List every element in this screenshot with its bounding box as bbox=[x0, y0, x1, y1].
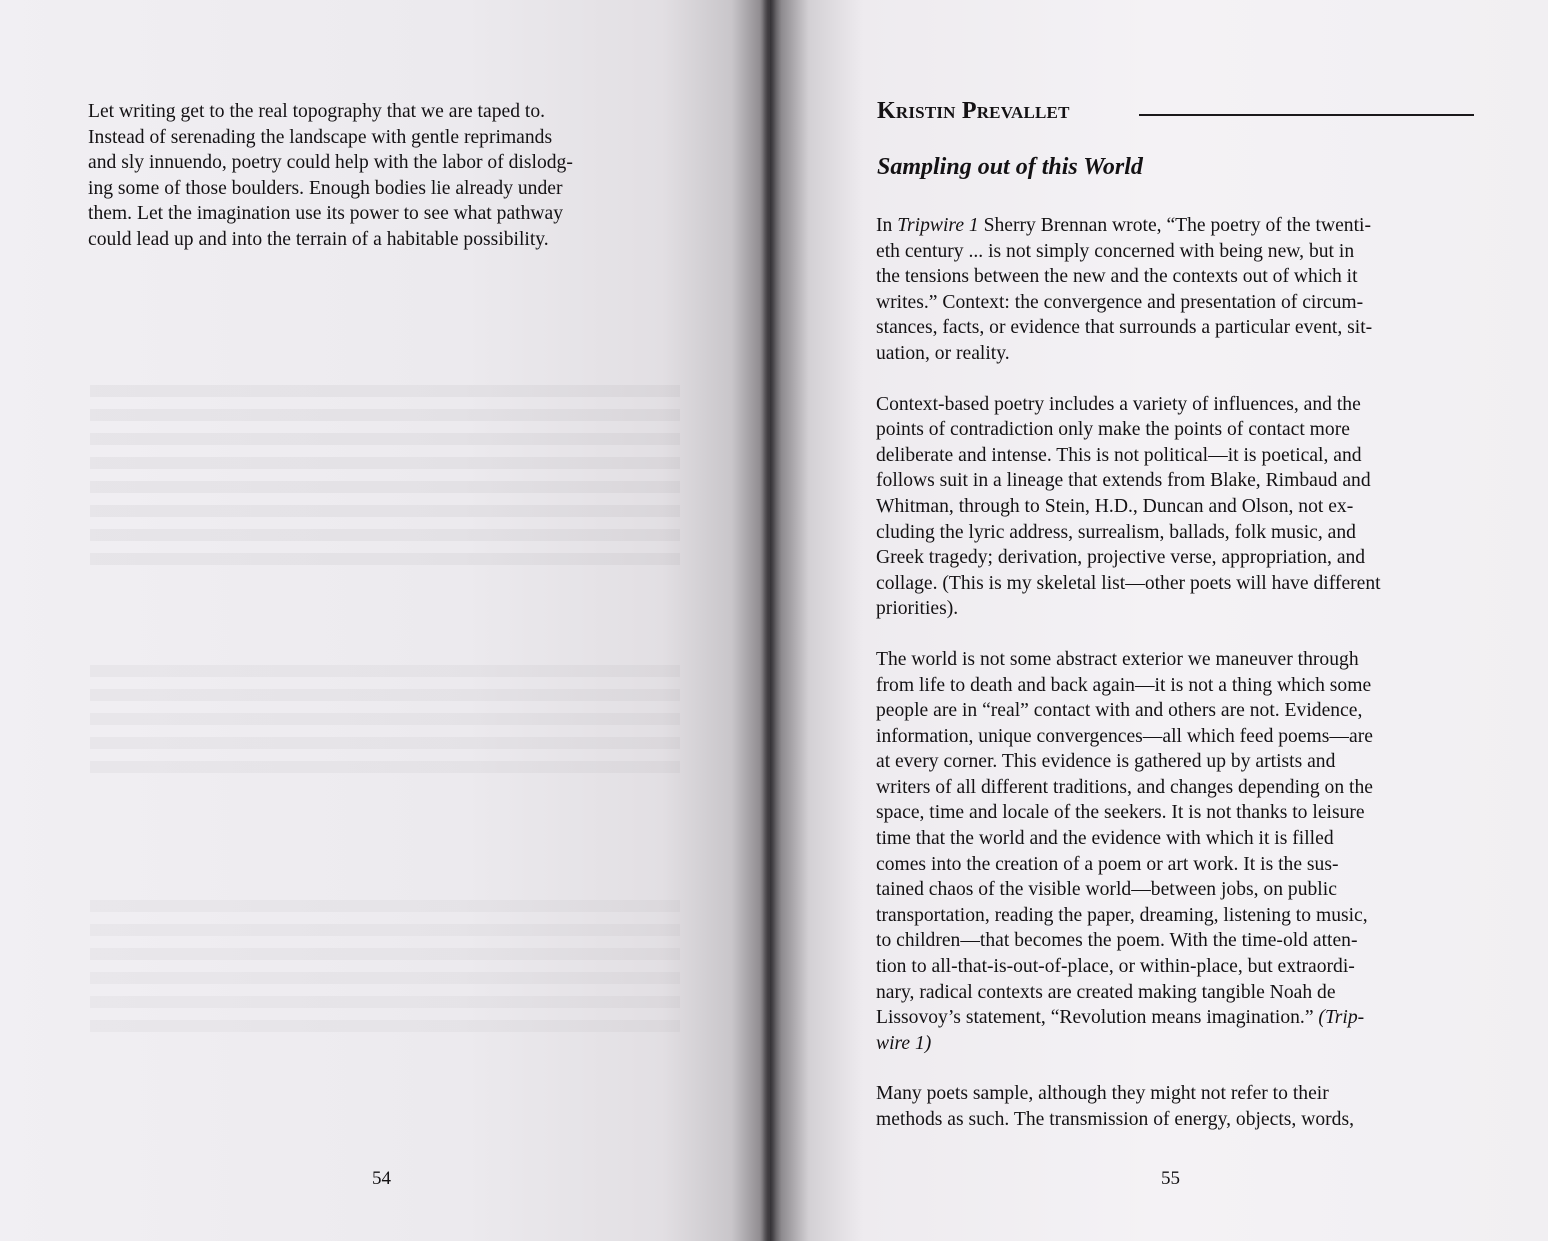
author-header bbox=[877, 98, 1474, 130]
text-line: stances, facts, or evidence that surrounds a particular event, sit- bbox=[876, 317, 1373, 339]
left-page bbox=[0, 0, 770, 1241]
paragraph-1 bbox=[876, 213, 1476, 367]
text-line: priorities). bbox=[876, 598, 959, 620]
text-line: to children—that becomes the poem. With the time-old atten- bbox=[876, 930, 1358, 952]
show-through-shadow bbox=[90, 385, 680, 575]
text-line: at every corner. This evidence is gathered up by artists and bbox=[876, 751, 1336, 773]
text-line: information, unique convergences—all which feed poems—are bbox=[876, 725, 1373, 747]
text-line: follows suit in a lineage that extends from Blake, Rimbaud and bbox=[876, 470, 1371, 492]
text-line: deliberate and intense. This is not political—it is poetical, and bbox=[876, 444, 1362, 466]
citation: (Trip- bbox=[1318, 1007, 1365, 1029]
text-line: Greek tragedy; derivation, projective verse, appropriation, and bbox=[876, 547, 1366, 569]
paragraph-3 bbox=[876, 647, 1476, 1057]
text-line: people are in “real” contact with and others are not. Evidence, bbox=[876, 700, 1363, 722]
text-line: could lead up and into the terrain of a habitable possibility. bbox=[88, 228, 549, 250]
text-line bbox=[876, 1007, 1364, 1028]
text-line: ing some of those boulders. Enough bodies lie already under bbox=[88, 177, 563, 199]
text-line: the tensions between the new and the contexts out of which it bbox=[876, 266, 1358, 288]
text-line: comes into the creation of a poem or art work. It is the sus- bbox=[876, 853, 1339, 875]
citation: wire 1) bbox=[876, 1032, 932, 1054]
text-line: from life to death and back again—it is not a thing which some bbox=[876, 674, 1372, 696]
text-line: nary, radical contexts are created making tangible Noah de bbox=[876, 981, 1336, 1003]
text-line: collage. (This is my skeletal list—other poets will have different bbox=[876, 572, 1381, 594]
essay-title: Sampling out of this World bbox=[877, 154, 1143, 180]
text-line: writers of all different traditions, and changes depending on the bbox=[876, 776, 1373, 798]
show-through-shadow bbox=[90, 900, 680, 1035]
text-line: tained chaos of the visible world—between jobs, on public bbox=[876, 879, 1337, 901]
show-through-shadow bbox=[90, 665, 680, 775]
header-rule bbox=[1139, 114, 1474, 116]
text-line: time that the world and the evidence with which it is filled bbox=[876, 828, 1334, 850]
text-line: cluding the lyric address, surrealism, ballads, folk music, and bbox=[876, 521, 1356, 543]
page-number-left: 54 bbox=[372, 1168, 391, 1189]
text-line: Many poets sample, although they might not refer to their bbox=[876, 1083, 1329, 1105]
text-line: uation, or reality. bbox=[876, 342, 1010, 364]
paragraph-2 bbox=[876, 392, 1476, 622]
author-name: Kristin Prevallet bbox=[877, 98, 1070, 124]
left-page-paragraph bbox=[88, 99, 688, 253]
text-line: Context-based poetry includes a variety of influences, and the bbox=[876, 393, 1361, 415]
text-line: and sly innuendo, poetry could help with the labor of dislodg- bbox=[88, 152, 573, 174]
text-line: eth century ... is not simply concerned with being new, but in bbox=[876, 240, 1355, 262]
book-gutter bbox=[760, 0, 776, 1241]
paragraph-4 bbox=[876, 1081, 1476, 1132]
text-fragment: Lissovoy’s statement, “Revolution means imagination.” bbox=[876, 1007, 1319, 1029]
text-line: space, time and locale of the seekers. It is not thanks to leisure bbox=[876, 802, 1365, 824]
text-line bbox=[876, 215, 1371, 236]
text-fragment: In bbox=[876, 215, 898, 236]
essay-body bbox=[876, 213, 1476, 1133]
text-line: Instead of serenading the landscape with gentle reprimands bbox=[88, 126, 553, 148]
text-line: points of contradiction only make the points of contact more bbox=[876, 419, 1350, 441]
text-line: transportation, reading the paper, dreaming, listening to music, bbox=[876, 904, 1368, 926]
journal-title: Tripwire 1 bbox=[897, 215, 979, 236]
text-line: Let writing get to the real topography that we are taped to. bbox=[88, 101, 546, 122]
text-line: The world is not some abstract exterior we maneuver through bbox=[876, 648, 1359, 670]
text-line: Whitman, through to Stein, H.D., Duncan and Olson, not ex- bbox=[876, 495, 1354, 517]
text-line: methods as such. The transmission of energy, objects, words, bbox=[876, 1109, 1354, 1130]
page-number-right: 55 bbox=[1161, 1168, 1180, 1189]
text-line: tion to all-that-is-out-of-place, or within-place, but extraordi- bbox=[876, 956, 1355, 978]
text-fragment: Sherry Brennan wrote, “The poetry of the twenti- bbox=[978, 215, 1372, 236]
right-page bbox=[770, 0, 1548, 1241]
text-line: them. Let the imagination use its power to see what pathway bbox=[88, 203, 564, 225]
text-line: writes.” Context: the convergence and presentation of circum- bbox=[876, 291, 1364, 313]
